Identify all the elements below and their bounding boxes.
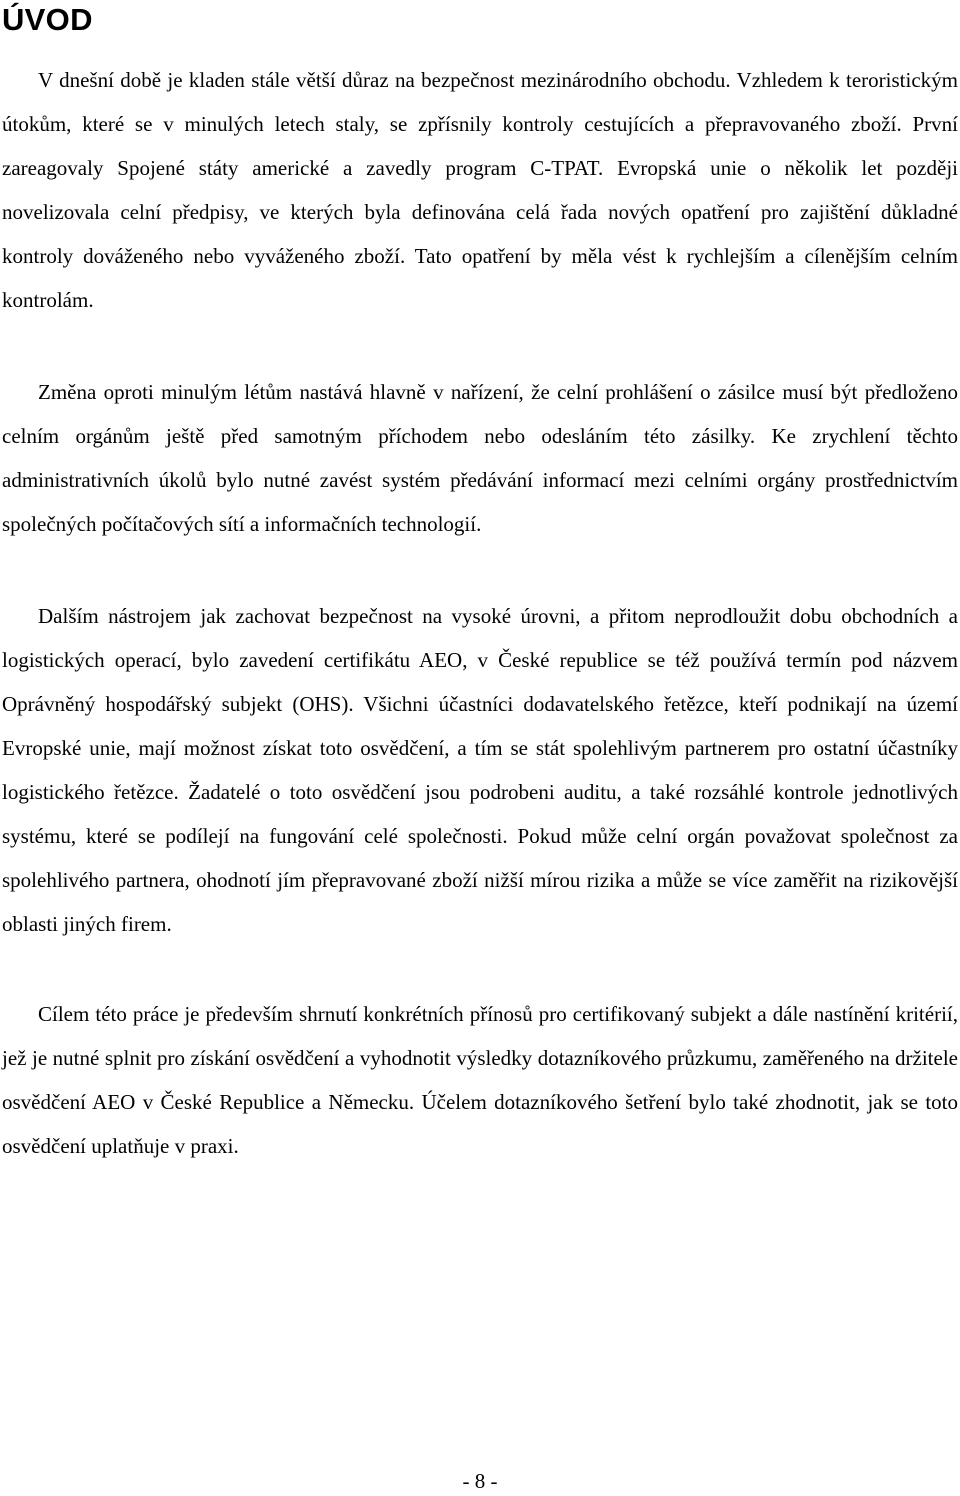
page-number: - 8 - (462, 1469, 498, 1493)
section-heading: ÚVOD (2, 2, 93, 37)
paragraph: Cílem této práce je především shrnutí konkrétních přínosů pro certifikovaný subjekt a dále nastínění kritérií, jež je nutné splnit pro získání osvědčení a vyhodnotit výsledky dotazníkového průzkumu, zaměřeného na držitele osvědčení AEO v České Republice a Německu. Účelem dotazníkového šetření bylo také zhodnotit, jak se toto osvědčení uplatňuje v praxi. (2, 1002, 958, 1158)
paragraph-3-container (2, 594, 958, 946)
paragraph-1-container (2, 58, 958, 322)
paragraph: Dalším nástrojem jak zachovat bezpečnost na vysoké úrovni, a přitom neprodloužit dobu obchodních a logistických operací, bylo zavedení certifikátu AEO, v České republice se též používá termín pod názvem Oprávněný hospodářský subjekt (OHS). Všichni účastníci dodavatelského řetězce, kteří podnikají na území Evropské unie, mají možnost získat toto osvědčení, a tím se stát spolehlivým partnerem pro ostatní účastníky logistického řetězce. Žadatelé o toto osvědčení jsou podrobeni auditu, a také rozsáhlé kontrole jednotlivých systému, které se podílejí na fungování celé společnosti. Pokud může celní orgán považovat společnost za spolehlivého partnera, ohodnotí jím přepravované zboží nižší mírou rizika a může se více zaměřit na rizikovější oblasti jiných firem. (2, 604, 958, 936)
paragraph-4-container (2, 992, 958, 1168)
paragraph-2-container (2, 370, 958, 546)
paragraph: Změna oproti minulým létům nastává hlavně v nařízení, že celní prohlášení o zásilce musí být předloženo celním orgánům ještě před samotným příchodem nebo odesláním této zásilky. Ke zrychlení těchto administrativních úkolů bylo nutné zavést systém předávání informací mezi celními orgány prostřednictvím společných počítačových sítí a informačních technologií. (2, 380, 958, 536)
paragraph: V dnešní době je kladen stále větší důraz na bezpečnost mezinárodního obchodu. Vzhledem k teroristickým útokům, které se v minulých letech staly, se zpřísnily kontroly cestujících a přepravovaného zboží. První zareagovaly Spojené státy americké a zavedly program C-TPAT. Evropská unie o několik let později novelizovala celní předpisy, ve kterých byla definována celá řada nových opatření pro zajištění důkladné kontroly dováženého nebo vyváženého zboží. Tato opatření by měla vést k rychlejším a cílenějším celním kontrolám. (2, 68, 958, 312)
